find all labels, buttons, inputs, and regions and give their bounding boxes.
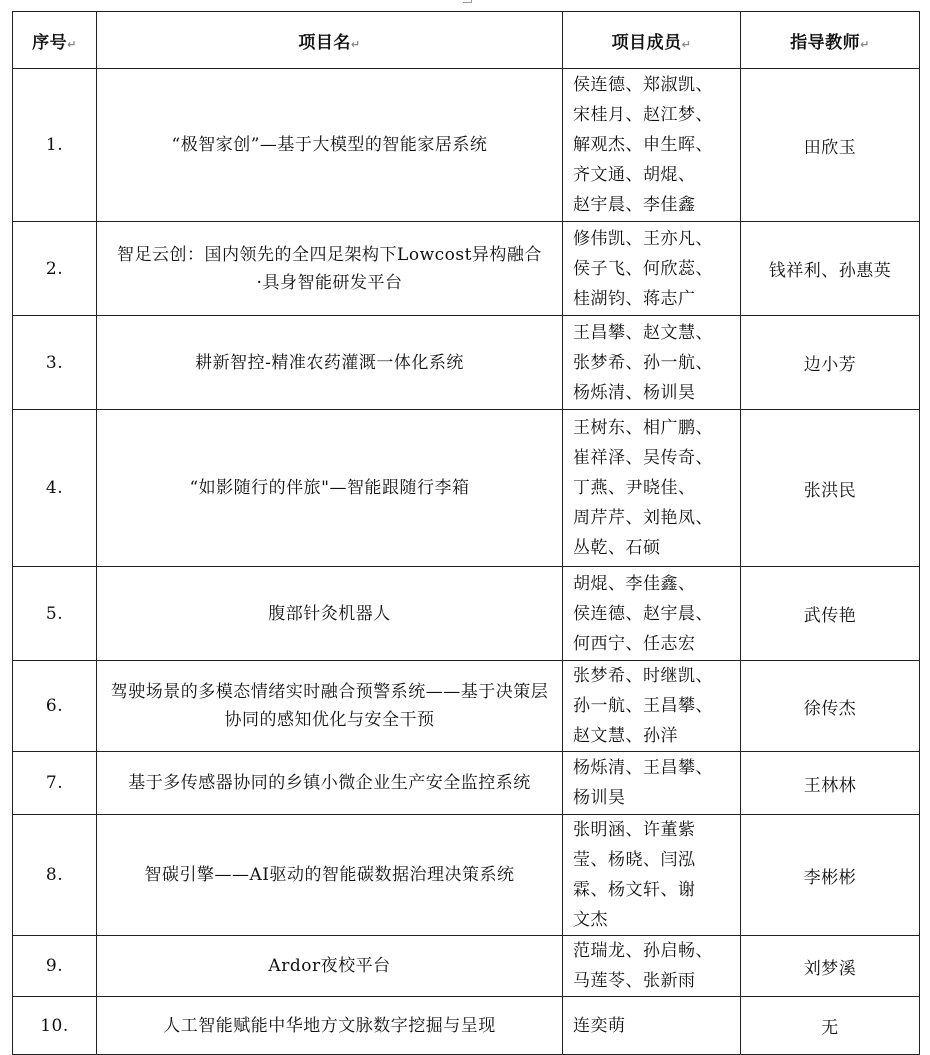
member-line: 张梦希、孙一航、 bbox=[573, 352, 713, 373]
member-line: 王昌攀、赵文慧、 bbox=[573, 322, 713, 343]
cell-members bbox=[563, 410, 741, 567]
member-line: 范瑞龙、孙启畅、 bbox=[573, 941, 713, 961]
member-line: 桂湖钧、蒋志广 bbox=[573, 288, 696, 309]
cell-advisor: 边小芳 bbox=[741, 316, 920, 410]
member-line: 修伟凯、王亦凡、 bbox=[573, 228, 713, 249]
table-row bbox=[13, 752, 920, 815]
table-row bbox=[13, 222, 920, 316]
cell-no: 8. bbox=[13, 815, 97, 936]
cell-project-name: 驾驶场景的多模态情绪实时融合预警系统——基于决策层协同的感知优化与安全干预 bbox=[97, 661, 563, 752]
cell-advisor: 无 bbox=[741, 997, 920, 1055]
member-line: 赵文慧、孙洋 bbox=[573, 726, 678, 746]
cell-members bbox=[563, 752, 741, 815]
page-corner-mark bbox=[463, 0, 472, 3]
member-line: 孙一航、王昌攀、 bbox=[573, 696, 713, 716]
cell-no: 6. bbox=[13, 661, 97, 752]
cell-project-name: 基于多传感器协同的乡镇小微企业生产安全监控系统 bbox=[97, 752, 563, 815]
header-name: 项目名↵ bbox=[97, 12, 563, 69]
table-row bbox=[13, 69, 920, 222]
cell-project-name: 智足云创：国内领先的全四足架构下Lowcost异构融合·具身智能研发平台 bbox=[97, 222, 563, 316]
cell-no: 2. bbox=[13, 222, 97, 316]
member-line: 赵宇晨、李佳鑫 bbox=[573, 195, 696, 215]
member-line: 丁燕、尹晓佳、 bbox=[573, 478, 696, 498]
table-row bbox=[13, 815, 920, 936]
cell-members bbox=[563, 316, 741, 410]
cell-advisor: 武传艳 bbox=[741, 567, 920, 661]
cell-members bbox=[563, 815, 741, 936]
table-row bbox=[13, 316, 920, 410]
header-members: 项目成员↵ bbox=[563, 12, 741, 69]
member-line: 张明涵、许董紫 bbox=[573, 820, 696, 840]
cell-advisor: 王林林 bbox=[741, 752, 920, 815]
cell-advisor: 李彬彬 bbox=[741, 815, 920, 936]
cell-members bbox=[563, 69, 741, 222]
header-no: 序号↵ bbox=[13, 12, 97, 69]
table-row bbox=[13, 997, 920, 1055]
cell-members bbox=[563, 222, 741, 316]
member-line: 何西宁、任志宏 bbox=[573, 633, 696, 654]
cell-advisor: 刘梦溪 bbox=[741, 936, 920, 997]
header-advisor: 指导教师↵ bbox=[741, 12, 920, 69]
cell-no: 10. bbox=[13, 997, 97, 1055]
project-table bbox=[12, 11, 920, 1055]
member-line: 宋桂月、赵江梦、 bbox=[573, 105, 713, 125]
cell-no: 7. bbox=[13, 752, 97, 815]
cell-no: 9. bbox=[13, 936, 97, 997]
member-line: 胡焜、李佳鑫、 bbox=[573, 573, 696, 594]
member-line: 侯连德、赵宇晨、 bbox=[573, 603, 713, 624]
cell-advisor: 徐传杰 bbox=[741, 661, 920, 752]
member-line: 解观杰、申生晖、 bbox=[573, 135, 713, 155]
cell-advisor: 田欣玉 bbox=[741, 69, 920, 222]
cell-members bbox=[563, 661, 741, 752]
member-line: 丛乾、石硕 bbox=[573, 538, 661, 558]
cell-no: 1. bbox=[13, 69, 97, 222]
cell-project-name: “极智家创”—基于大模型的智能家居系统 bbox=[97, 69, 563, 222]
member-line: 马莲苓、张新雨 bbox=[573, 971, 696, 991]
member-line: 连奕萌 bbox=[573, 1015, 626, 1036]
cell-no: 5. bbox=[13, 567, 97, 661]
member-line: 杨烁清、杨训昊 bbox=[573, 382, 696, 403]
member-line: 周芹芹、刘艳凤、 bbox=[573, 508, 713, 528]
table-row bbox=[13, 567, 920, 661]
table-row bbox=[13, 410, 920, 567]
cell-advisor: 钱祥利、孙惠英 bbox=[741, 222, 920, 316]
member-line: 文杰 bbox=[573, 910, 608, 930]
member-line: 齐文通、胡焜、 bbox=[573, 165, 696, 185]
member-line: 侯连德、郑淑凯、 bbox=[573, 75, 713, 95]
member-line: 王树东、相广鹏、 bbox=[573, 418, 713, 438]
cell-project-name: Ardor夜校平台 bbox=[97, 936, 563, 997]
member-line: 侯子飞、何欣蕊、 bbox=[573, 258, 713, 279]
cell-members bbox=[563, 997, 741, 1055]
cell-no: 4. bbox=[13, 410, 97, 567]
cell-members bbox=[563, 567, 741, 661]
member-line: 杨烁清、王昌攀、 bbox=[573, 758, 713, 778]
table-row bbox=[13, 936, 920, 997]
member-line: 崔祥泽、吴传奇、 bbox=[573, 448, 713, 468]
cell-project-name: 智碳引擎——AI驱动的智能碳数据治理决策系统 bbox=[97, 815, 563, 936]
table-row bbox=[13, 661, 920, 752]
header-row bbox=[13, 12, 920, 69]
cell-members bbox=[563, 936, 741, 997]
cell-project-name: 耕新智控-精准农药灌溉一体化系统 bbox=[97, 316, 563, 410]
cell-no: 3. bbox=[13, 316, 97, 410]
member-line: 张梦希、时继凯、 bbox=[573, 666, 713, 686]
member-line: 莹、杨晓、闫泓 bbox=[573, 850, 696, 870]
cell-project-name: “如影随行的伴旅"—智能跟随行李箱 bbox=[97, 410, 563, 567]
member-line: 杨训昊 bbox=[573, 788, 626, 808]
cell-project-name: 腹部针灸机器人 bbox=[97, 567, 563, 661]
cell-project-name: 人工智能赋能中华地方文脉数字挖掘与呈现 bbox=[97, 997, 563, 1055]
cell-advisor: 张洪民 bbox=[741, 410, 920, 567]
member-line: 霖、杨文轩、谢 bbox=[573, 880, 696, 900]
